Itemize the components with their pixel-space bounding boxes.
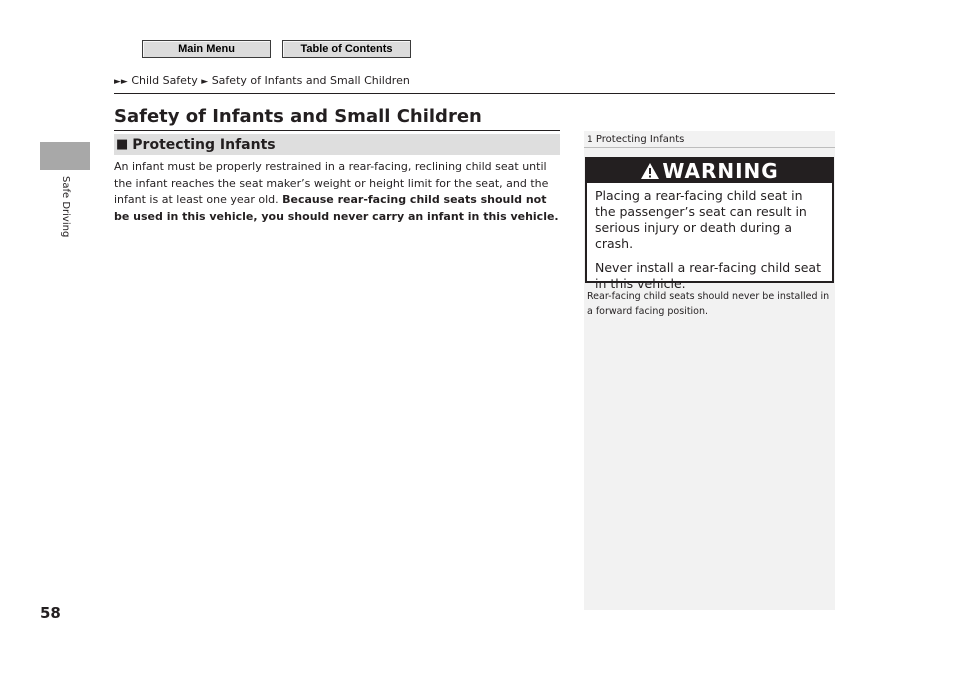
warning-triangle-icon <box>640 162 660 180</box>
sidebar-heading-divider <box>584 147 835 148</box>
breadcrumb <box>114 74 410 87</box>
breadcrumb-arrow-icon: ► <box>201 77 209 87</box>
warning-box <box>585 157 834 291</box>
page-number: 58 <box>40 604 61 622</box>
sidebar-heading-text: Protecting Infants <box>595 134 685 145</box>
section-title: Protecting Infants <box>132 136 276 153</box>
breadcrumb-item-current: Safety of Infants and Small Children <box>211 74 410 87</box>
sidebar-heading <box>587 134 684 145</box>
table-of-contents-button[interactable]: Table of Contents <box>282 40 411 58</box>
chapter-label: Safe Driving <box>60 176 71 238</box>
header-divider <box>114 93 835 94</box>
warning-header <box>587 159 832 183</box>
warning-line-2: Never install a rear-facing child seat in this vehicle. <box>595 260 821 291</box>
reference-marker-icon: 1 <box>587 135 593 145</box>
page-title: Safety of Infants and Small Children <box>114 106 482 127</box>
body-text-normal: An infant must be properly restrained in a rear-facing, reclining child seat until the infant reaches the seat maker’s weight or height limit for the seat, and the infant is at least one year old. <box>114 160 549 206</box>
section-header <box>114 134 560 155</box>
warning-label: WARNING <box>662 159 779 183</box>
breadcrumb-arrows-icon: ►► <box>114 77 128 87</box>
chapter-tab <box>40 142 90 170</box>
sidebar-note: Rear-facing child seats should never be installed in a forward facing position. <box>587 291 830 317</box>
section-body <box>114 159 564 225</box>
body-text-bold: Because rear-facing child seats should not be used in this vehicle, you should never carry an infant in this vehicle. <box>114 193 559 223</box>
section-square-icon: ■ <box>116 137 129 152</box>
main-menu-button[interactable]: Main Menu <box>142 40 271 58</box>
warning-text <box>587 183 832 292</box>
title-divider <box>114 130 560 131</box>
warning-line-1: Placing a rear-facing child seat in the passenger’s seat can result in serious injury or death during a crash. <box>595 188 807 251</box>
breadcrumb-item-child-safety[interactable]: Child Safety <box>131 74 198 87</box>
